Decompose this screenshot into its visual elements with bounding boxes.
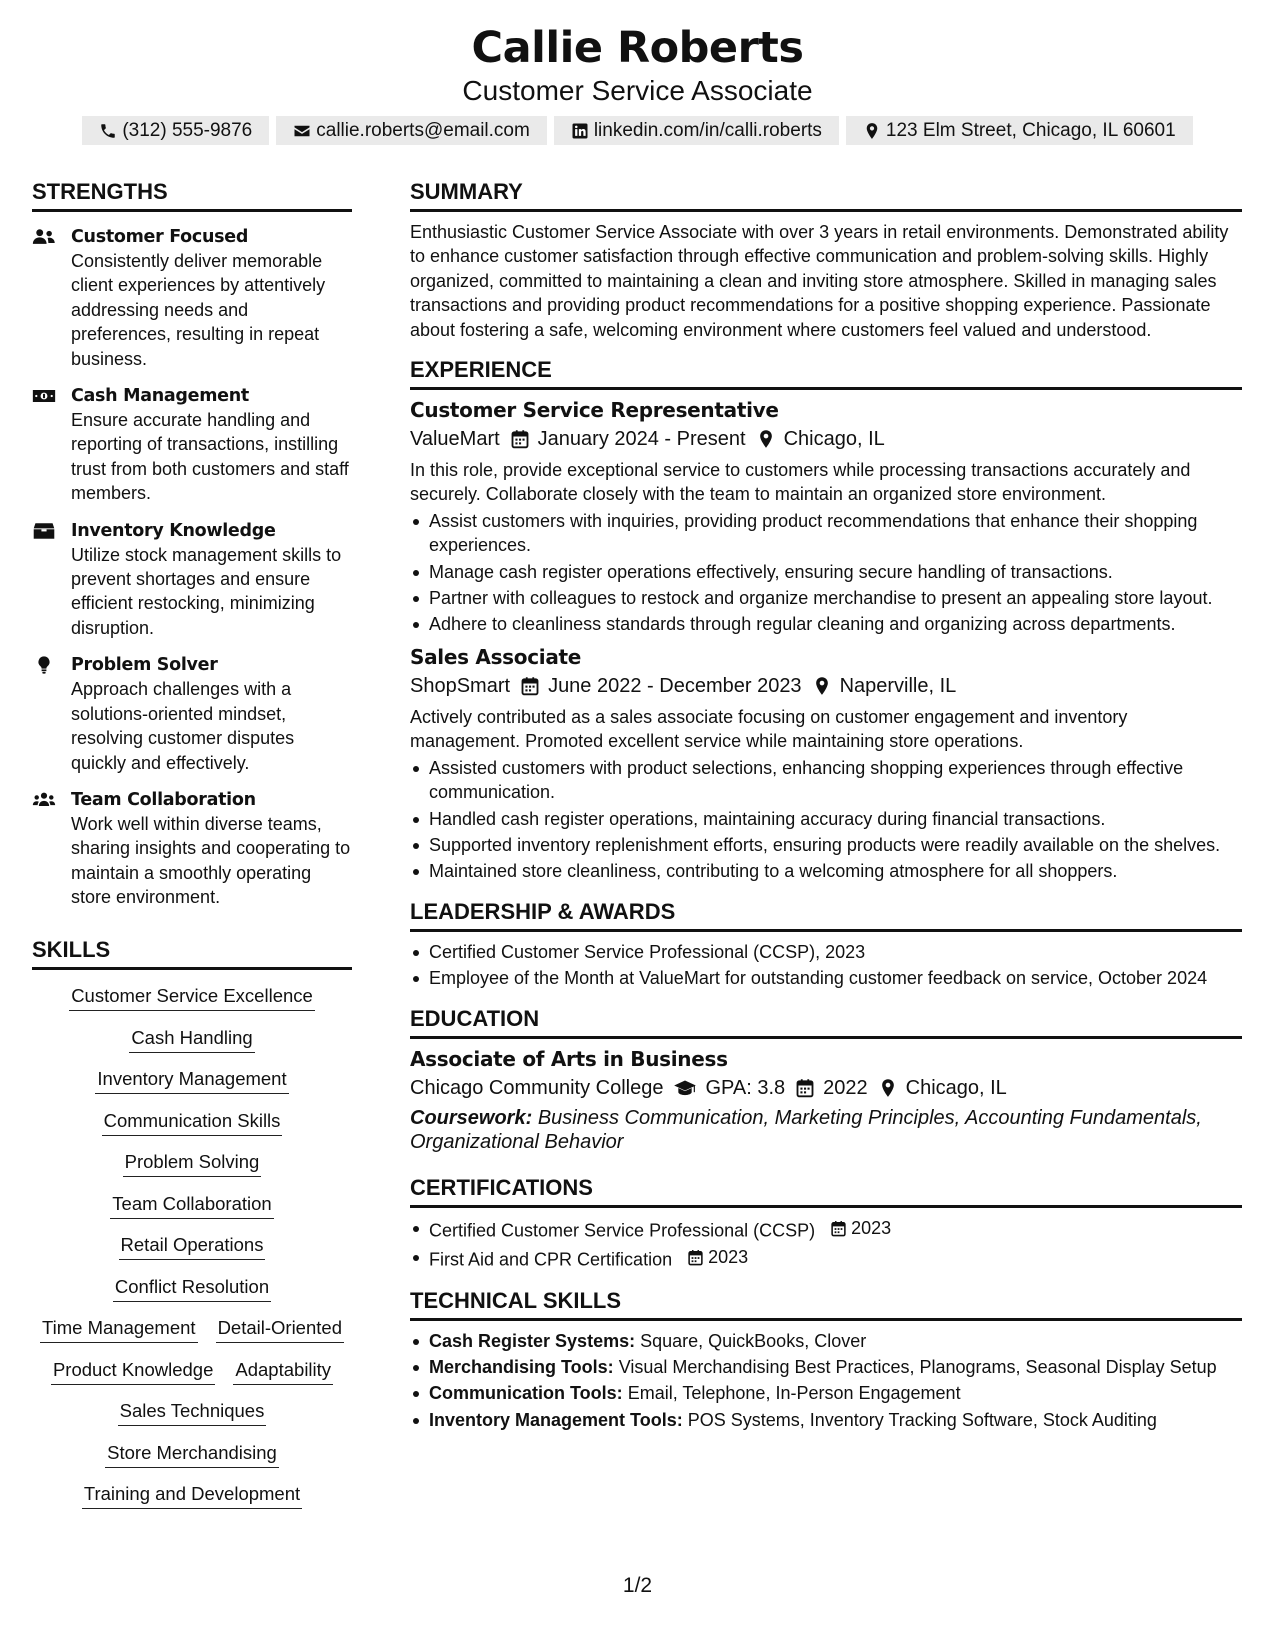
money-bill-icon	[32, 387, 56, 405]
technical-list	[410, 1329, 1242, 1433]
strength-item	[32, 653, 352, 775]
skill-row	[32, 1481, 352, 1509]
contact-address	[846, 116, 1193, 145]
tech-value: Square, QuickBooks, Clover	[640, 1330, 867, 1351]
skill-row	[32, 1232, 352, 1260]
contact-phone	[82, 116, 269, 145]
email-text: callie.roberts@email.com	[316, 119, 530, 141]
leadership-list	[410, 940, 1242, 991]
skill-tag: Retail Operations	[119, 1232, 266, 1260]
skill-tag: Cash Handling	[129, 1025, 254, 1053]
graduation-cap-icon	[673, 1078, 697, 1098]
skill-tag: Detail-Oriented	[216, 1315, 344, 1343]
job-location	[756, 425, 885, 453]
list-item: Supported inventory replenishment efforts, ensuring products were readily available on the shelves.	[410, 833, 1242, 857]
list-item: Employee of the Month at ValueMart for outstanding customer feedback on service, October 2024	[410, 966, 1242, 990]
job-company: ValueMart	[410, 428, 500, 451]
strength-item	[32, 519, 352, 641]
education-year	[795, 1074, 868, 1102]
skill-row	[32, 1315, 352, 1343]
team-icon	[32, 791, 56, 809]
tech-value: Email, Telephone, In-Person Engagement	[627, 1383, 961, 1404]
list-item: Certified Customer Service Professional (CCSP), 2023	[410, 940, 1242, 964]
skill-row	[32, 1108, 352, 1136]
job-dates-text: January 2024 - Present	[537, 428, 746, 451]
strength-title: Cash Management	[71, 386, 249, 407]
phone-text: (312) 555-9876	[122, 119, 253, 141]
skill-row	[32, 1191, 352, 1219]
list-item: Partner with colleagues to restock and organize merchandise to present an appealing store layout.	[410, 586, 1242, 610]
linkedin-icon	[571, 122, 589, 140]
cert-date	[830, 1216, 891, 1240]
lightbulb-icon	[32, 656, 56, 674]
right-column	[410, 178, 1242, 1432]
page-number: 1/2	[622, 1574, 653, 1597]
strength-title: Problem Solver	[71, 655, 218, 676]
year-text: 2022	[823, 1076, 868, 1099]
education-location	[878, 1074, 1007, 1102]
list-item: Adhere to cleanliness standards through regular cleaning and organizing across departments.	[410, 612, 1242, 636]
strength-item	[32, 788, 352, 910]
technical-skills-section	[410, 1287, 1242, 1433]
coursework	[410, 1106, 1242, 1155]
skill-row	[32, 983, 352, 1011]
left-column	[32, 178, 352, 1509]
skill-tag: Training and Development	[82, 1481, 302, 1509]
job-title: Sales Associate	[410, 644, 582, 669]
section-heading-leadership: LEADERSHIP & AWARDS	[410, 898, 1242, 932]
skills-section	[32, 936, 352, 1510]
job-title: Customer Service Representative	[410, 398, 779, 423]
skill-tag: Store Merchandising	[105, 1440, 279, 1468]
job-meta	[410, 672, 1242, 700]
skill-tag: Adaptability	[233, 1357, 333, 1385]
list-item	[410, 1216, 1242, 1243]
strength-desc: Approach challenges with a solutions-oriented mindset, resolving customer disputes quickly and effectively.	[71, 679, 295, 773]
degree-title: Associate of Arts in Business	[410, 1046, 728, 1071]
strength-title: Team Collaboration	[71, 789, 256, 810]
list-item: Handled cash register operations, maintaining accuracy during financial transactions.	[410, 807, 1242, 831]
strength-item	[32, 384, 352, 506]
cert-name: Certified Customer Service Professional (CCSP)	[429, 1221, 816, 1242]
skill-tag: Sales Techniques	[118, 1398, 267, 1426]
summary-text: Enthusiastic Customer Service Associate with over 3 years in retail environments. Demonstrated ability to enhance customer satisfaction through effective communication and problem-solving skills. Highly organized, committed to maintaining a clean and inviting store atmosphere. Skilled in managing sales transactions and providing product recommendations for a positive shopping experience. Passionate about fostering a safe, welcoming environment where customers feel valued and understood.	[410, 222, 1229, 340]
section-heading-education: EDUCATION	[410, 1005, 1242, 1039]
skills-list	[32, 983, 352, 1509]
job-description: Actively contributed as a sales associate focusing on customer engagement and inventory management. Promoted excellent service while maintaining store operations.	[410, 706, 1128, 752]
candidate-title: Customer Service Associate	[462, 75, 813, 106]
job-company: ShopSmart	[410, 674, 511, 697]
certifications-list	[410, 1216, 1242, 1272]
list-item	[410, 1381, 1242, 1405]
contact-email[interactable]	[276, 116, 547, 145]
coursework-text: Business Communication, Marketing Principles, Accounting Fundamentals, Organizational Behavior	[410, 1106, 1202, 1153]
skill-tag: Inventory Management	[95, 1066, 288, 1094]
section-heading-certifications: CERTIFICATIONS	[410, 1174, 1242, 1208]
strength-title: Inventory Knowledge	[71, 520, 276, 541]
skill-tag: Conflict Resolution	[113, 1274, 271, 1302]
job-description: In this role, provide exceptional service to customers while processing transactions accurately and securely. Collaborate closely with the team to maintain an organized store environment.	[410, 460, 1191, 505]
contact-bar	[0, 116, 1275, 145]
list-item: Assisted customers with product selections, enhancing shopping experiences through effective communication.	[410, 756, 1242, 805]
strength-desc: Ensure accurate handling and reporting of transactions, instilling trust from both customers and staff members.	[71, 410, 349, 504]
section-heading-skills: SKILLS	[32, 936, 352, 970]
strength-item	[32, 225, 352, 371]
job-dates-text: June 2022 - December 2023	[548, 674, 802, 697]
strengths-section	[32, 178, 352, 910]
calendar-icon	[830, 1220, 847, 1237]
list-item	[410, 1245, 1242, 1272]
job-entry	[410, 396, 1242, 637]
skill-tag: Team Collaboration	[110, 1191, 273, 1219]
envelope-icon	[293, 122, 311, 140]
cert-name: First Aid and CPR Certification	[429, 1250, 673, 1271]
skill-row	[32, 1398, 352, 1426]
strength-title: Customer Focused	[71, 227, 249, 247]
list-item: Assist customers with inquiries, providing product recommendations that enhance their shopping experiences.	[410, 509, 1242, 558]
linkedin-text: linkedin.com/in/calli.roberts	[593, 119, 822, 141]
section-heading-experience: EXPERIENCE	[410, 356, 1242, 390]
tech-label: Merchandising Tools:	[429, 1356, 614, 1377]
coursework-label: Coursework:	[410, 1106, 533, 1129]
list-item	[410, 1355, 1242, 1379]
skill-row	[32, 1274, 352, 1302]
skill-row	[32, 1440, 352, 1468]
calendar-icon	[510, 429, 530, 449]
strength-desc: Utilize stock management skills to prevent shortages and ensure efficient restocking, minimizing disruption.	[71, 544, 342, 638]
candidate-name: Callie Roberts	[471, 23, 804, 73]
job-meta	[410, 425, 1242, 453]
skill-tag: Product Knowledge	[51, 1357, 215, 1385]
location-pin-icon	[812, 676, 832, 696]
job-location	[812, 672, 957, 700]
box-icon	[32, 522, 56, 540]
resume-header	[0, 22, 1275, 145]
job-bullets	[410, 509, 1242, 637]
calendar-icon	[795, 1078, 815, 1098]
section-heading-technical: TECHNICAL SKILLS	[410, 1287, 1242, 1321]
cert-date	[687, 1245, 748, 1269]
skill-row	[32, 1025, 352, 1053]
contact-linkedin[interactable]	[554, 116, 839, 145]
skill-tag: Problem Solving	[123, 1149, 262, 1177]
skill-row	[32, 1149, 352, 1177]
section-heading-summary: SUMMARY	[410, 178, 1242, 212]
skill-tag: Communication Skills	[102, 1108, 283, 1136]
skill-tag: Customer Service Excellence	[69, 983, 315, 1011]
experience-section	[410, 356, 1242, 884]
list-item: Manage cash register operations effectively, ensuring secure handling of transactions.	[410, 560, 1242, 584]
list-item	[410, 1329, 1242, 1353]
leadership-section	[410, 898, 1242, 991]
job-dates	[510, 425, 746, 453]
tech-value: Visual Merchandising Best Practices, Planograms, Seasonal Display Setup	[618, 1356, 1217, 1377]
gpa-text: GPA: 3.8	[705, 1076, 786, 1099]
address-text: 123 Elm Street, Chicago, IL 60601	[885, 119, 1176, 141]
job-entry	[410, 643, 1242, 884]
calendar-icon	[520, 676, 540, 696]
section-heading-strengths: STRENGTHS	[32, 178, 352, 212]
cert-year: 2023	[851, 1218, 892, 1239]
school-name: Chicago Community College	[410, 1076, 664, 1099]
phone-icon	[99, 122, 117, 140]
cert-year: 2023	[708, 1247, 749, 1268]
tech-label: Communication Tools:	[429, 1383, 623, 1404]
strength-desc: Consistently deliver memorable client experiences by attentively addressing needs and preferences, resulting in repeat business.	[71, 251, 326, 369]
strength-desc: Work well within diverse teams, sharing insights and cooperating to maintain a smoothly operating store environment.	[71, 813, 351, 908]
skill-tag: Time Management	[40, 1315, 198, 1343]
job-bullets	[410, 756, 1242, 884]
skill-row	[32, 1357, 352, 1385]
list-item: Maintained store cleanliness, contributing to a welcoming atmosphere for all shoppers.	[410, 859, 1242, 883]
location-text: Chicago, IL	[905, 1076, 1007, 1099]
calendar-icon	[687, 1249, 704, 1266]
tech-label: Inventory Management Tools:	[429, 1409, 683, 1430]
job-dates	[520, 672, 802, 700]
education-meta	[410, 1074, 1242, 1102]
tech-label: Cash Register Systems:	[429, 1330, 636, 1351]
location-pin-icon	[863, 122, 881, 140]
users-icon	[32, 228, 56, 246]
education-gpa	[673, 1074, 785, 1102]
list-item	[410, 1408, 1242, 1432]
skill-row	[32, 1066, 352, 1094]
certifications-section	[410, 1174, 1242, 1272]
tech-value: POS Systems, Inventory Tracking Software, Stock Auditing	[687, 1409, 1157, 1430]
location-pin-icon	[878, 1078, 898, 1098]
job-location-text: Naperville, IL	[839, 674, 957, 697]
location-pin-icon	[756, 429, 776, 449]
summary-section	[410, 178, 1242, 342]
education-section	[410, 1005, 1242, 1155]
job-location-text: Chicago, IL	[783, 428, 885, 451]
